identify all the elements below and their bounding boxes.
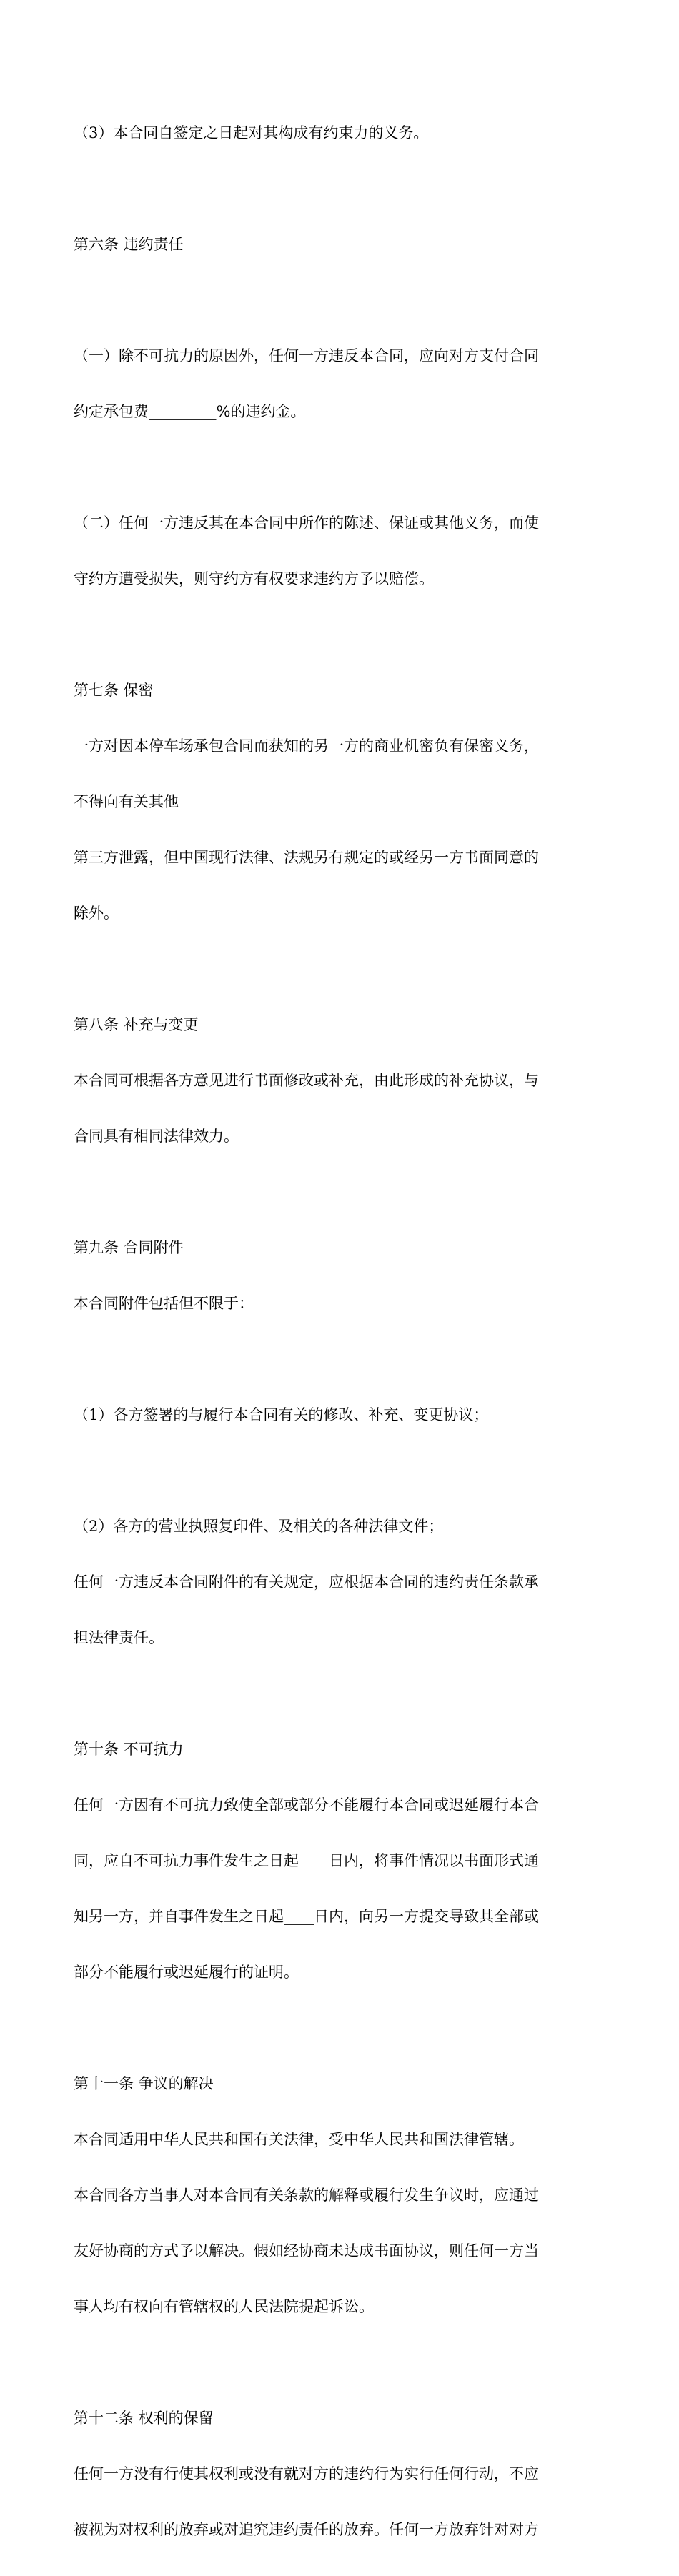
text-line: （二）任何一方违反其在本合同中所作的陈述、保证或其他义务，而使	[74, 514, 539, 532]
text-line: 任何一方违反本合同附件的有关规定，应根据本合同的违约责任条款承	[74, 1573, 539, 1591]
text-line: 被视为对权利的放弃或对追究违约责任的放弃。任何一方放弃针对对方	[74, 2521, 539, 2538]
article8	[74, 978, 608, 1183]
text-line: 友好协商的方式予以解决。假如经协商未达成书面协议，则任何一方当	[74, 2242, 539, 2259]
heading-line: 第八条 补充与变更	[74, 1016, 199, 1033]
text-line: （2）各方的营业执照复印件、及相关的各种法律文件；	[74, 1518, 444, 1535]
text-line: （1）各方签署的与履行本合同有关的修改、补充、变更协议；	[74, 1406, 489, 1423]
heading-line: 第十一条 争议的解决	[74, 2075, 214, 2092]
heading-line: 第十二条 权利的保留	[74, 2410, 214, 2427]
article6-title	[74, 198, 608, 291]
text-line: 合同具有相同法律效力。	[74, 1128, 239, 1145]
text-line: 担法律责任。	[74, 1629, 164, 1646]
article7	[74, 644, 608, 960]
article11	[74, 2037, 608, 2353]
text-line: 同，应自不可抗力事件发生之日起____日内，将事件情况以书面形式通	[74, 1852, 539, 1869]
text-line: 不得向有关其他	[74, 793, 179, 810]
text-line: （一）除不可抗力的原因外，任何一方违反本合同，应向对方支付合同	[74, 347, 539, 364]
text-line: 第三方泄露，但中国现行法律、法规另有规定的或经另一方书面同意的	[74, 849, 539, 866]
document-body	[74, 86, 608, 2576]
text-line: 除外。	[74, 905, 119, 922]
heading-line: 第十条 不可抗力	[74, 1741, 184, 1758]
text-line: 本合同各方当事人对本合同有关条款的解释或履行发生争议时，应通过	[74, 2187, 539, 2204]
text-line: 一方对因本停车场承包合同而获知的另一方的商业机密负有保密义务，	[74, 737, 539, 755]
text-line: 守约方遭受损失，则守约方有权要求违约方予以赔偿。	[74, 570, 434, 587]
article10	[74, 1703, 608, 2019]
article6-clause1	[74, 309, 608, 458]
article6-clause2	[74, 477, 608, 625]
article12	[74, 2372, 608, 2576]
text-line: 任何一方没有行使其权利或没有就对方的违约行为实行任何行动，不应	[74, 2465, 539, 2482]
text-line: （3）本合同自签定之日起对其构成有约束力的义务。	[74, 124, 429, 141]
section5-item3	[74, 86, 608, 179]
article9-item1	[74, 1368, 608, 1461]
heading-line: 第六条 违约责任	[74, 236, 184, 253]
heading-line: 第九条 合同附件	[74, 1239, 184, 1256]
text-line: 部分不能履行或迟延履行的证明。	[74, 1964, 299, 1981]
text-line: 知另一方，并自事件发生之日起____日内，向另一方提交导致其全部或	[74, 1908, 539, 1925]
text-line: 约定承包费_________%的违约金。	[74, 403, 306, 420]
text-line: 任何一方因有不可抗力致使全部或部分不能履行本合同或迟延履行本合	[74, 1796, 539, 1814]
article9	[74, 1201, 608, 1350]
article9-item2	[74, 1480, 608, 1684]
text-line: 本合同附件包括但不限于：	[74, 1295, 254, 1312]
text-line: 事人均有权向有管辖权的人民法院提起诉讼。	[74, 2298, 374, 2315]
text-line: 本合同可根据各方意见进行书面修改或补充，由此形成的补充协议，与	[74, 1072, 539, 1089]
heading-line: 第七条 保密	[74, 682, 154, 699]
text-line: 本合同适用中华人民共和国有关法律，受中华人民共和国法律管辖。	[74, 2131, 524, 2148]
